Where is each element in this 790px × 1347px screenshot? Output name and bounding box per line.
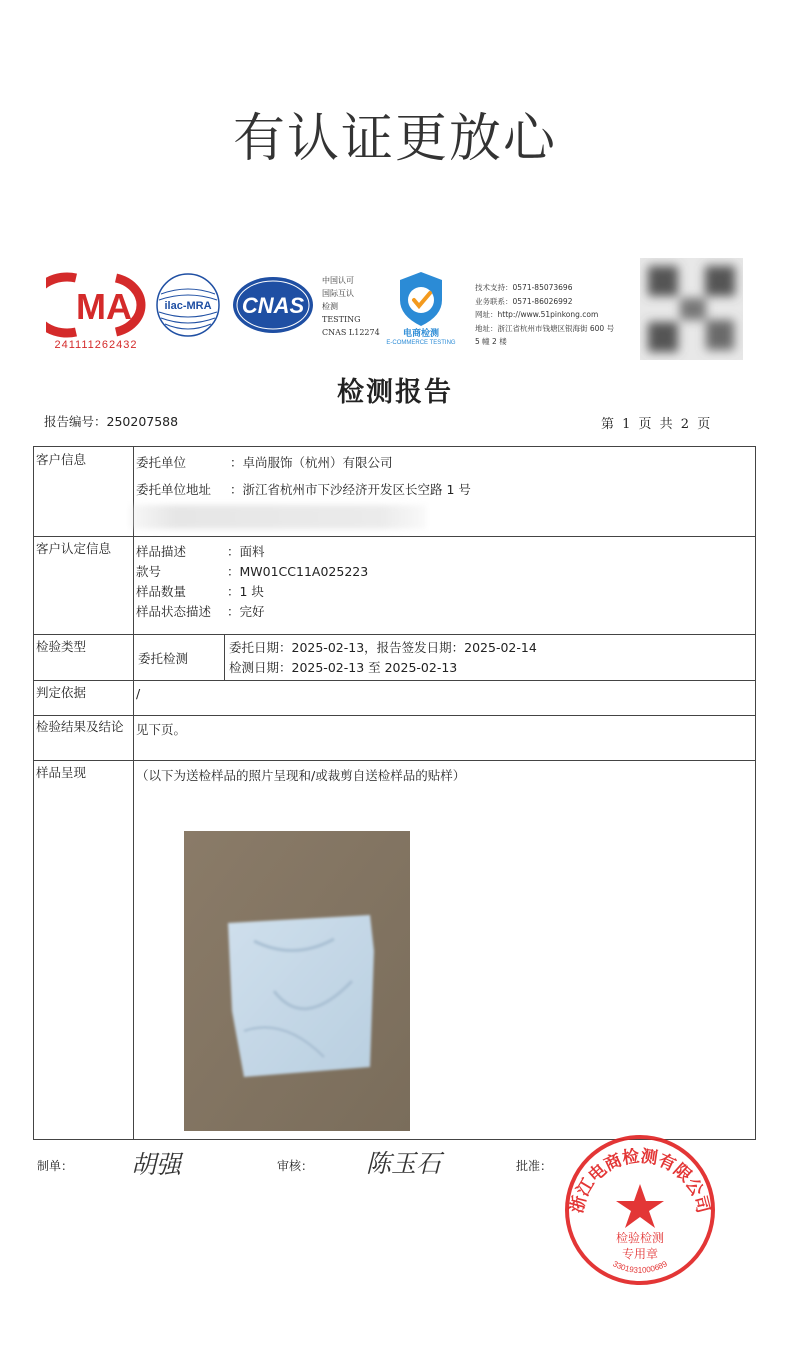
ilac-text: ilac-MRA [164, 300, 212, 312]
basis-value: / [136, 686, 141, 701]
row-divider [34, 760, 755, 761]
sample-state-value: ：完好 [227, 604, 265, 619]
sample-note: （以下为送检样品的照片呈现和/或裁剪自送检样品的贴样） [136, 768, 466, 783]
sample-photo [184, 831, 410, 1131]
ecommerce-cn-text: 电商检测 [402, 329, 440, 339]
prepared-by-label: 制单： [37, 1159, 74, 1173]
address-line: 5 幢 2 楼 [475, 337, 507, 346]
cnas-text: CNAS [241, 293, 305, 318]
sample-desc-label: 样品描述 [136, 544, 187, 559]
cert-line: 国际互认 [322, 289, 354, 298]
qr-code-blurred [640, 258, 743, 360]
style-no-value: ：MW01CC11A025223 [227, 564, 369, 579]
row-label-declared: 客户认定信息 [36, 541, 112, 556]
approved-by-label: 批准： [516, 1159, 553, 1173]
client-value: ：卓尚服饰（杭州）有限公司 [230, 455, 393, 470]
report-number [44, 412, 178, 430]
client-label: 委托单位 [136, 455, 187, 470]
style-no-label: 款号 [136, 564, 162, 579]
row-divider [34, 634, 755, 635]
accreditation-text [322, 274, 380, 339]
cert-line: CNAS L12274 [322, 328, 380, 337]
cnas-logo [231, 275, 315, 335]
column-divider [133, 447, 134, 1139]
address-line: 地址：浙江省杭州市钱塘区银海街 600 号 [475, 323, 615, 333]
sample-desc-value: ：面料 [227, 544, 265, 559]
cma-logo [46, 272, 146, 352]
report-number-value: 250207588 [106, 414, 179, 429]
cert-line: TESTING [322, 315, 361, 324]
column-divider [224, 634, 225, 680]
cma-number: 241111262432 [54, 339, 138, 351]
ecommerce-testing-logo [378, 270, 464, 346]
sample-state-label: 样品状态描述 [136, 604, 212, 619]
redacted-info [130, 505, 426, 529]
row-divider [34, 536, 755, 537]
page-count: 第 1 页 共 2 页 [601, 417, 711, 432]
test-dates: 检测日期：2025-02-13 至 2025-02-13 [229, 660, 458, 675]
row-label-sample: 样品呈现 [36, 765, 87, 780]
cma-text: MA [76, 286, 132, 327]
ilac-mra-logo [155, 272, 221, 338]
sample-qty-label: 样品数量 [136, 584, 187, 599]
prepared-by-signature: 胡强 [131, 1150, 182, 1179]
cert-line: 检测 [322, 302, 338, 311]
official-seal [560, 1134, 720, 1286]
website-link[interactable]: 网址：http://www.51pinkong.com [475, 310, 599, 319]
row-label-result: 检验结果及结论 [36, 719, 124, 734]
report-title: 检测报告 [337, 377, 453, 408]
row-divider [34, 680, 755, 681]
commission-dates: 委托日期：2025-02-13，报告签发日期：2025-02-14 [229, 640, 537, 655]
ecommerce-en-text: E-COMMERCE TESTING [386, 340, 456, 346]
inspection-type: 委托检测 [138, 651, 189, 666]
seal-org-name: 浙江电商检测有限公司 [567, 1146, 713, 1216]
seal-inner-text-2: 专用章 [621, 1247, 659, 1261]
row-label-customer: 客户信息 [36, 452, 87, 467]
row-label-basis: 判定依据 [36, 685, 87, 700]
client-address-label: 委托单位地址 [136, 482, 212, 497]
report-number-label: 报告编号： [44, 414, 107, 429]
sample-qty-value: ：1 块 [227, 584, 264, 599]
row-label-inspection: 检验类型 [36, 639, 87, 654]
seal-inner-text-1: 检验检测 [615, 1231, 665, 1245]
headline: 有认证更放心 [232, 109, 557, 169]
reviewed-by-label: 审核： [277, 1159, 314, 1173]
support-phone: 技术支持：0571-85073696 [475, 283, 573, 292]
seal-number: 3301931000689 [611, 1259, 669, 1275]
result-value: 见下页。 [136, 722, 187, 737]
client-address-value: ：浙江省杭州市下沙经济开发区长空路 1 号 [230, 482, 471, 497]
contact-info [475, 281, 635, 349]
cert-line: 中国认可 [322, 276, 354, 285]
business-phone: 业务联系：0571-86026992 [475, 296, 573, 306]
reviewed-by-signature: 陈玉石 [366, 1149, 442, 1178]
row-divider [34, 715, 755, 716]
